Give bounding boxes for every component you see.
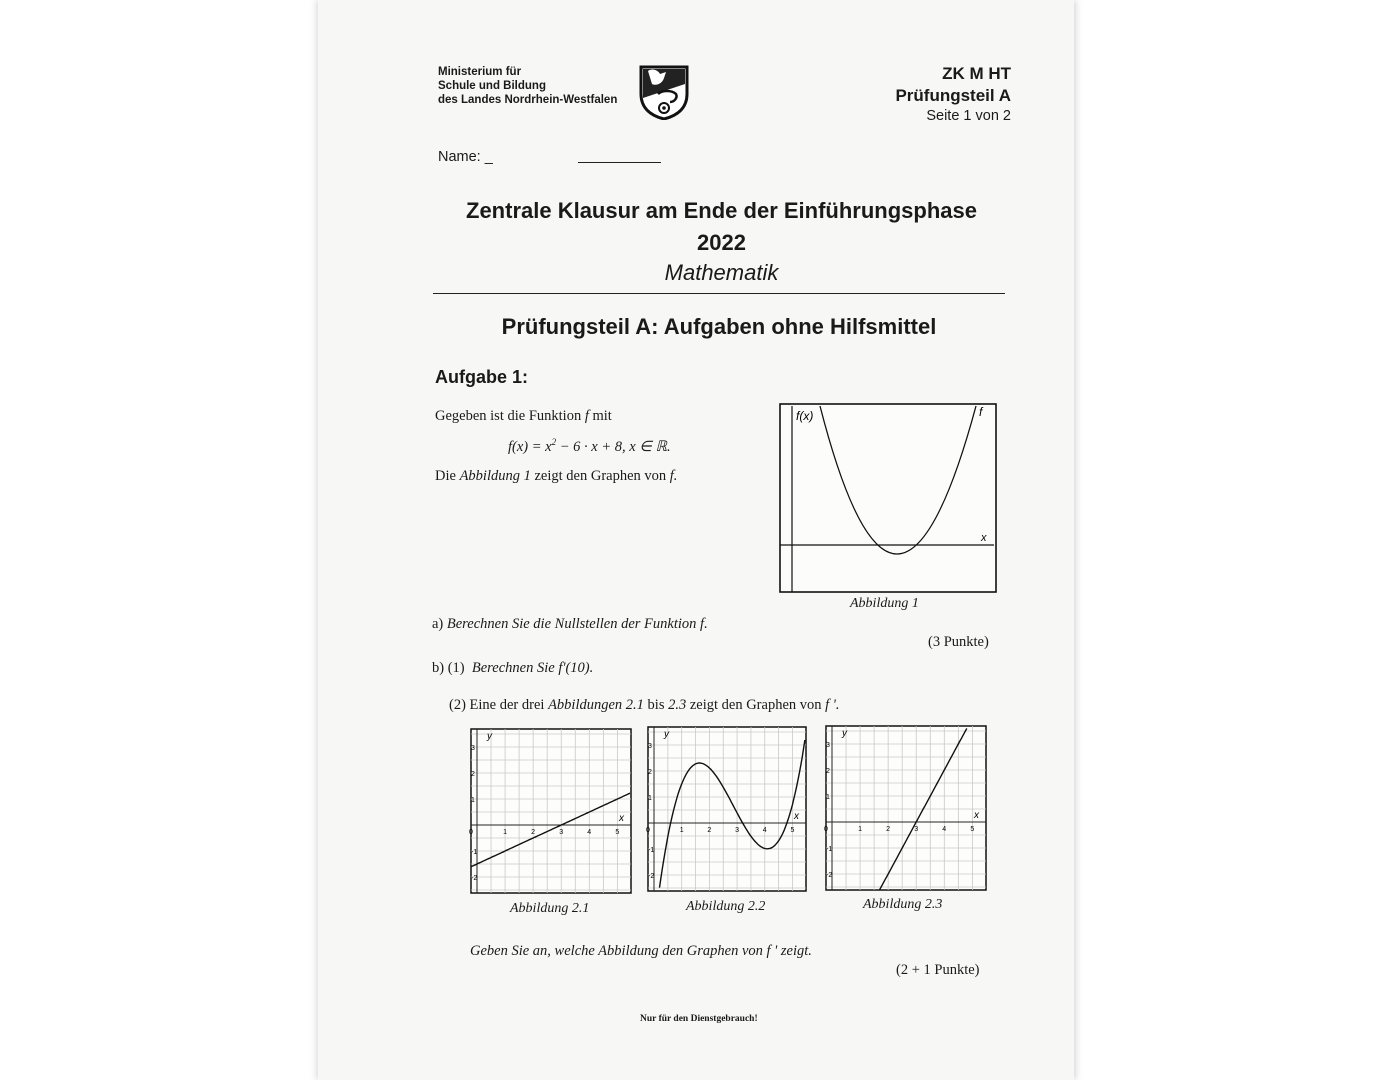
part-b1-text: Berechnen Sie xyxy=(471,660,555,676)
y-axis-label: y xyxy=(842,728,847,739)
part-b2-ref: Abbildungen 2.1 xyxy=(548,697,644,713)
ministry-line-1: Ministerium für xyxy=(438,66,522,78)
exam-title: Zentrale Klausur am Ende der Einführungsphase xyxy=(466,198,977,223)
x-tick-label: 5 xyxy=(615,829,620,836)
x-tick-label: 2 xyxy=(886,826,891,833)
name-field-line[interactable] xyxy=(578,162,661,163)
fig-text-pre: Die xyxy=(435,468,456,484)
figure-1-graph xyxy=(778,402,1000,596)
formula-exponent: 2 xyxy=(551,437,557,447)
figure-frame xyxy=(471,729,631,893)
x-tick-label: 4 xyxy=(587,829,592,836)
exam-part: Prüfungsteil A xyxy=(895,86,1011,105)
part-b2-label: (2) xyxy=(449,697,466,713)
x-tick-label: 4 xyxy=(762,827,767,834)
x-tick-label: 3 xyxy=(735,827,739,834)
part-a-text: Berechnen Sie die Nullstellen der Funktion xyxy=(446,616,697,632)
y-tick-label: 2 xyxy=(826,768,830,775)
y-tick-label: 1 xyxy=(648,795,652,802)
question-line xyxy=(470,943,812,960)
fig-text-ref: Abbildung 1 xyxy=(459,468,531,484)
x-tick-label: 1 xyxy=(503,829,507,836)
part-b2 xyxy=(449,697,840,714)
y-tick-label: -1 xyxy=(648,847,655,854)
y-tick-label: -1 xyxy=(471,849,478,856)
nrw-crest-icon xyxy=(638,64,690,120)
exam-code: ZK M HT xyxy=(942,64,1011,83)
formula-lhs: f(x) = x xyxy=(508,438,552,455)
x-tick-label: 5 xyxy=(970,826,975,833)
intro-mit: mit xyxy=(592,408,612,424)
figure-2-3-graph xyxy=(824,724,988,894)
y-tick-label: -2 xyxy=(826,872,833,879)
figure-2-2-caption: Abbildung 2.2 xyxy=(686,899,766,914)
y-axis-label: y xyxy=(664,729,669,740)
x-tick-label: 0 xyxy=(646,827,650,834)
part-a-label: a) xyxy=(432,616,444,632)
part-a xyxy=(432,616,708,633)
y-tick-label: 1 xyxy=(471,797,475,804)
formula-rhs: − 6 · x + 8, x ∈ ℝ. xyxy=(556,438,671,455)
exam-year: 2022 xyxy=(697,230,746,255)
part-a-f: f. xyxy=(700,616,708,632)
part-b1-expr: f'(10). xyxy=(558,660,594,676)
x-axis-label: x xyxy=(794,811,799,822)
y-tick-label: 2 xyxy=(471,771,475,778)
part-b-points: (2 + 1 Punkte) xyxy=(896,962,980,978)
question-text: Geben Sie an, welche Abbildung den Graphen von xyxy=(470,943,763,959)
figure-reference-line xyxy=(435,468,677,485)
ministry-line-2: Schule und Bildung xyxy=(438,80,546,92)
y-tick-label: 1 xyxy=(826,794,830,801)
intro-f: f xyxy=(584,408,589,424)
y-tick-label: 2 xyxy=(648,769,652,776)
y-tick-label: -1 xyxy=(826,846,833,853)
header-right xyxy=(895,64,1011,124)
figure-1-curve-label: f xyxy=(979,405,983,419)
ministry-block xyxy=(438,65,617,107)
x-tick-label: 3 xyxy=(559,829,564,836)
y-tick-label: 3 xyxy=(648,743,652,750)
part-b2-ref2: 2.3 xyxy=(668,697,687,713)
task-heading: Aufgabe 1: xyxy=(435,367,529,387)
footer-note: Nur für den Dienstgebrauch! xyxy=(640,1014,758,1024)
exam-subject: Mathematik xyxy=(664,260,779,285)
x-axis-label: x xyxy=(619,813,624,824)
figure-1-x-label: x xyxy=(981,532,987,544)
part-b2-mid: bis xyxy=(647,697,665,713)
x-axis-label: x xyxy=(974,810,979,821)
part-b2-post: zeigt den Graphen von xyxy=(689,697,822,713)
y-tick-label: -2 xyxy=(471,875,478,882)
intro-text: Gegeben ist die Funktion xyxy=(435,408,582,424)
fig-text-post: zeigt den Graphen von xyxy=(534,468,667,484)
part-b1-label: (1) xyxy=(447,660,465,676)
x-tick-label: 5 xyxy=(790,827,795,834)
fig-text-f: f. xyxy=(669,468,678,484)
part-b2-f: f '. xyxy=(825,697,840,713)
question-f: f ' zeigt. xyxy=(766,943,812,959)
function-formula xyxy=(508,437,671,456)
figure-2-1-caption: Abbildung 2.1 xyxy=(510,901,590,916)
x-tick-label: 2 xyxy=(707,827,712,834)
figure-2-1-graph xyxy=(469,727,633,897)
intro-line xyxy=(435,408,612,425)
figure-frame xyxy=(648,727,806,891)
y-tick-label: -2 xyxy=(648,873,655,880)
x-tick-label: 1 xyxy=(858,826,862,833)
x-tick-label: 3 xyxy=(914,826,919,833)
x-tick-label: 0 xyxy=(469,829,473,836)
y-axis-label: y xyxy=(487,731,492,742)
part-b1 xyxy=(432,660,593,677)
x-tick-label: 2 xyxy=(531,829,536,836)
x-tick-label: 0 xyxy=(824,826,828,833)
part-b-label: b) xyxy=(432,660,445,676)
name-label: Name: _ xyxy=(438,149,493,165)
part-title: Prüfungsteil A: Aufgaben ohne Hilfsmittel xyxy=(501,314,937,339)
x-tick-label: 4 xyxy=(942,826,947,833)
ministry-line-3: des Landes Nordrhein-Westfalen xyxy=(438,94,618,106)
figure-1-frame xyxy=(780,404,996,592)
figure-1-caption: Abbildung 1 xyxy=(850,596,919,611)
figure-2-2-graph xyxy=(646,725,808,895)
y-tick-label: 3 xyxy=(471,745,475,752)
figure-1-y-label: f(x) xyxy=(796,409,814,423)
y-tick-label: 3 xyxy=(826,742,830,749)
part-b2-pre: Eine der drei xyxy=(469,697,545,713)
title-divider xyxy=(433,293,1005,294)
figure-2-3-caption: Abbildung 2.3 xyxy=(863,897,943,912)
part-a-points: (3 Punkte) xyxy=(928,634,989,650)
page-number: Seite 1 von 2 xyxy=(926,108,1011,124)
x-tick-label: 1 xyxy=(679,827,684,834)
figure-frame xyxy=(826,726,986,890)
